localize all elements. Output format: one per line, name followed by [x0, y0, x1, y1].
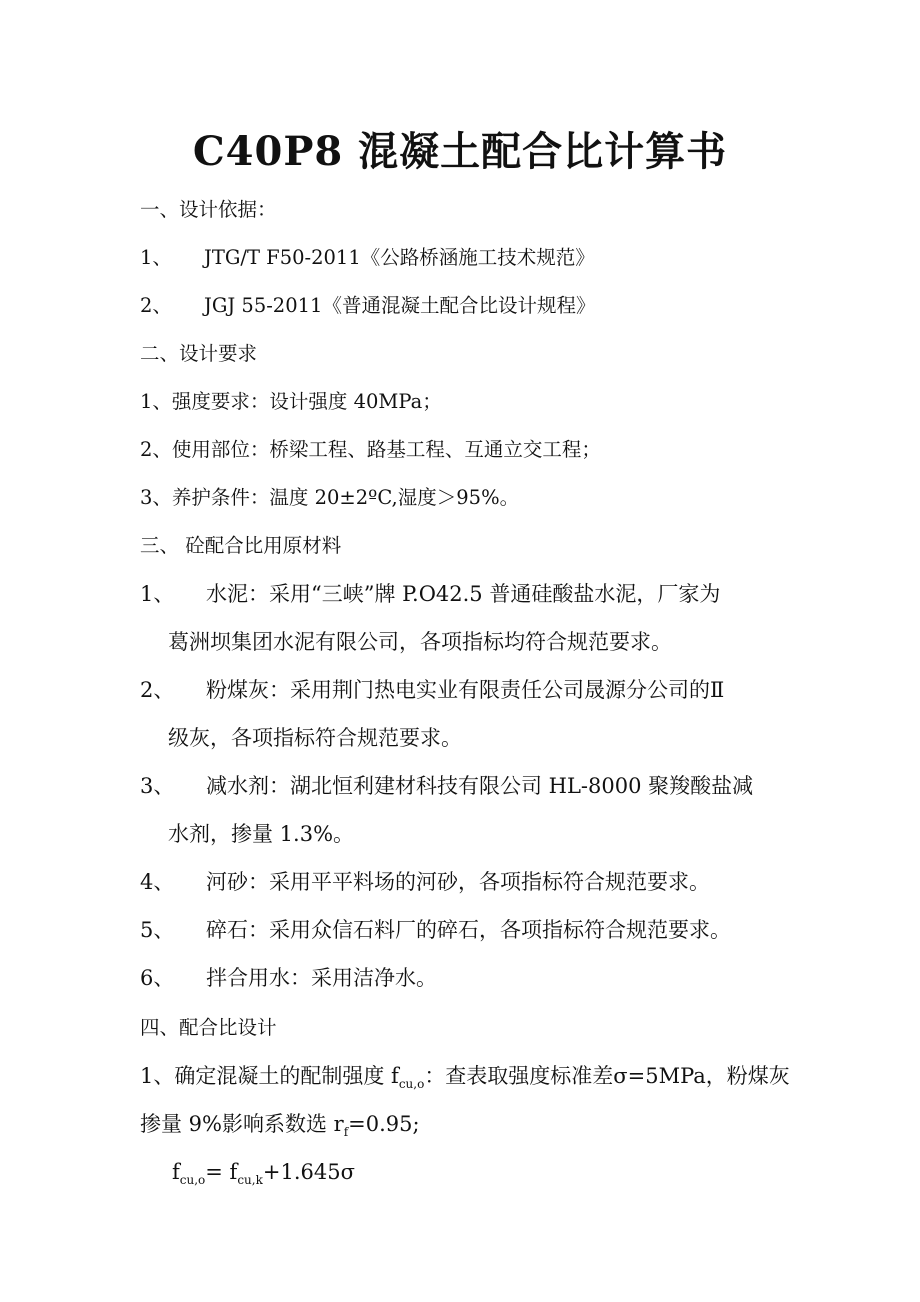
item-text: 拌合用水：采用洁净水。	[206, 966, 437, 990]
list-item	[140, 770, 753, 802]
text-run: +1.645σ	[262, 1160, 355, 1184]
text-run: 1、确定混凝土的配制强度 f	[140, 1064, 399, 1088]
item-continuation: 级灰，各项指标符合规范要求。	[168, 726, 462, 750]
text-run: = f	[205, 1160, 238, 1184]
section-3-heading: 三、 砼配合比用原材料	[140, 534, 342, 557]
item-number: 6、	[140, 966, 175, 990]
section-4-heading: 四、配合比设计	[140, 1016, 277, 1039]
list-item	[140, 914, 731, 946]
requirement-line: 1、强度要求：设计强度 40MPa；	[140, 390, 442, 413]
section-2-heading: 二、设计要求	[140, 342, 258, 365]
item-number: 4、	[140, 870, 175, 894]
text-run: =0.95;	[348, 1112, 420, 1136]
paragraph-line	[140, 1060, 790, 1092]
list-item	[140, 866, 710, 898]
text-run: ：查表取强度标准差σ=5MPa，粉煤灰	[424, 1064, 790, 1088]
item-number: 2、	[140, 294, 172, 317]
item-number: 1、	[140, 246, 172, 269]
subscript: cu,o	[398, 1077, 425, 1091]
item-number: 2、	[140, 678, 175, 702]
item-continuation: 水剂，掺量 1.3%。	[168, 822, 355, 846]
formula-line	[172, 1156, 355, 1188]
list-item	[140, 290, 595, 322]
requirement-line: 3、养护条件：温度 20±2ºC,湿度＞95%。	[140, 486, 520, 509]
item-number: 1、	[140, 582, 175, 606]
list-item	[140, 962, 437, 994]
paragraph-line	[140, 1108, 420, 1140]
item-text: 水泥：采用“三峡”牌 P.O42.5 普通硅酸盐水泥，厂家为	[206, 582, 721, 606]
item-number: 5、	[140, 918, 175, 942]
text-run: 掺量 9%影响系数选 r	[140, 1112, 344, 1136]
item-text: 河砂：采用平平料场的河砂，各项指标符合规范要求。	[206, 870, 710, 894]
subscript: f	[343, 1125, 349, 1139]
requirement-line: 2、使用部位：桥梁工程、路基工程、互通立交工程；	[140, 438, 601, 461]
item-text: 碎石：采用众信石料厂的碎石，各项指标符合规范要求。	[206, 918, 731, 942]
list-item	[140, 674, 724, 706]
list-item	[140, 578, 720, 610]
item-text: JGJ 55-2011《普通混凝土配合比设计规程》	[204, 294, 596, 317]
list-item	[140, 242, 595, 274]
document-title: C40P8 混凝土配合比计算书	[192, 128, 728, 175]
item-continuation: 葛洲坝集团水泥有限公司，各项指标均符合规范要求。	[168, 630, 672, 654]
item-text: JTG/T F50-2011《公路桥涵施工技术规范》	[204, 246, 595, 269]
item-text: 粉煤灰：采用荆门热电实业有限责任公司晟源分公司的Ⅱ	[206, 678, 725, 702]
subscript: cu,k	[237, 1173, 263, 1187]
text-run: f	[172, 1160, 180, 1184]
item-number: 3、	[140, 774, 175, 798]
section-1-heading: 一、设计依据：	[140, 198, 277, 221]
subscript: cu,o	[179, 1173, 206, 1187]
item-text: 减水剂：湖北恒利建材科技有限公司 HL-8000 聚羧酸盐减	[206, 774, 754, 798]
